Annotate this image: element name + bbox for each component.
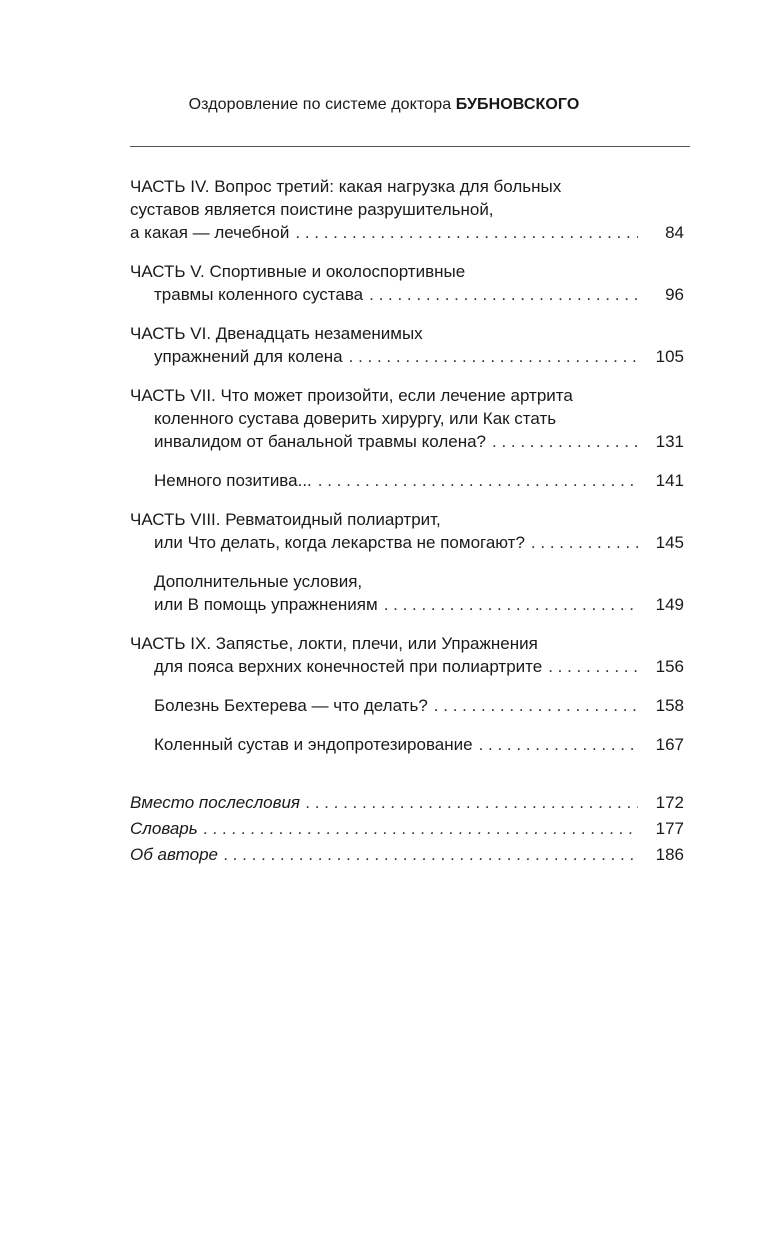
dot-leader	[224, 842, 638, 868]
toc-entry-title: Болезнь Бехтерева — что делать?	[154, 696, 428, 715]
toc-entry-title: Коленный сустав и эндопротезирование	[154, 735, 473, 754]
toc-page-number: 145	[655, 533, 684, 552]
toc-page-number: 149	[655, 595, 684, 614]
header-divider	[130, 146, 690, 147]
toc-entry-title-continued: или Что делать, когда лекарства не помогают?	[154, 533, 525, 552]
toc-entry-title: Вместо послесловия	[130, 793, 301, 812]
dot-leader	[384, 593, 638, 616]
dot-leader	[306, 790, 638, 816]
dot-leader	[295, 221, 638, 244]
toc-entry-part-7[interactable]	[130, 384, 684, 453]
toc-entry-bechterew[interactable]	[154, 694, 684, 717]
toc-entry-afterword[interactable]	[130, 790, 684, 816]
toc-entry-title-continued: или В помощь упражнениям	[154, 595, 378, 614]
toc-entry-additional-conditions[interactable]	[154, 570, 684, 616]
running-header-author: БУБНОВСКОГО	[455, 96, 580, 113]
toc-entry-title: ЧАСТЬ IX. Запястье, локти, плечи, или Упражнения	[130, 634, 538, 653]
toc-entry-positive[interactable]	[154, 469, 684, 492]
toc-page-number: 84	[665, 223, 684, 242]
toc-entry-about-author[interactable]	[130, 842, 684, 868]
toc-page-number: 131	[655, 432, 684, 451]
toc-entry-part-5[interactable]	[130, 260, 684, 306]
dot-leader	[318, 469, 638, 492]
dot-leader	[434, 694, 638, 717]
toc-entry-title: Дополнительные условия,	[154, 572, 363, 591]
toc-entry-title: Об авторе	[130, 845, 218, 864]
dot-leader	[204, 816, 638, 842]
toc-page-number: 167	[655, 735, 684, 754]
toc-page-number: 105	[655, 347, 684, 366]
toc-entry-endoprosthesis[interactable]	[154, 733, 684, 756]
toc-page-number: 156	[655, 657, 684, 676]
toc-entry-part-6[interactable]	[130, 322, 684, 368]
toc-entry-title: ЧАСТЬ V. Спортивные и околоспортивные	[130, 262, 466, 281]
toc-entry-title-continued: инвалидом от банальной травмы колена?	[154, 432, 486, 451]
toc-page-number: 177	[655, 819, 684, 838]
toc-page-number: 141	[655, 471, 684, 490]
toc-entry-part-9[interactable]	[130, 632, 684, 678]
toc-page-number: 186	[655, 845, 684, 864]
toc-entry-title-continued: а какая — лечебной	[130, 223, 290, 242]
toc-entry-title-continued: травмы коленного сустава	[154, 285, 364, 304]
running-header	[0, 96, 768, 114]
toc-entry-glossary[interactable]	[130, 816, 684, 842]
back-matter	[130, 790, 684, 868]
dot-leader	[531, 531, 638, 554]
running-header-text: Оздоровление по системе доктора	[188, 96, 452, 113]
toc-entry-title-continued: для пояса верхних конечностей при полиартрите	[154, 657, 543, 676]
dot-leader	[492, 430, 638, 453]
toc-entry-title: ЧАСТЬ VI. Двенадцать незаменимых	[130, 324, 423, 343]
toc-entry-title: Немного позитива...	[154, 471, 312, 490]
toc-entry-part-4[interactable]	[130, 175, 684, 244]
toc-entry-title-continued: коленного сустава доверить хирургу, или Как стать	[154, 409, 557, 428]
toc-page-number: 172	[655, 793, 684, 812]
toc-entry-title: Словарь	[130, 819, 198, 838]
toc-entry-title: ЧАСТЬ VIII. Ревматоидный полиартрит,	[130, 510, 441, 529]
toc-entry-title-continued: упражнений для колена	[154, 347, 343, 366]
dot-leader	[349, 345, 638, 368]
toc-entry-part-8[interactable]	[130, 508, 684, 554]
toc-entry-title: ЧАСТЬ IV. Вопрос третий: какая нагрузка для больных	[130, 177, 562, 196]
dot-leader	[369, 283, 638, 306]
toc-page-number: 96	[665, 285, 684, 304]
toc-page-number: 158	[655, 696, 684, 715]
table-of-contents	[130, 175, 684, 868]
toc-entry-title: ЧАСТЬ VII. Что может произойти, если лечение артрита	[130, 386, 573, 405]
dot-leader	[548, 655, 638, 678]
toc-entry-title-continued: суставов является поистине разрушительной,	[130, 200, 494, 219]
dot-leader	[479, 733, 638, 756]
